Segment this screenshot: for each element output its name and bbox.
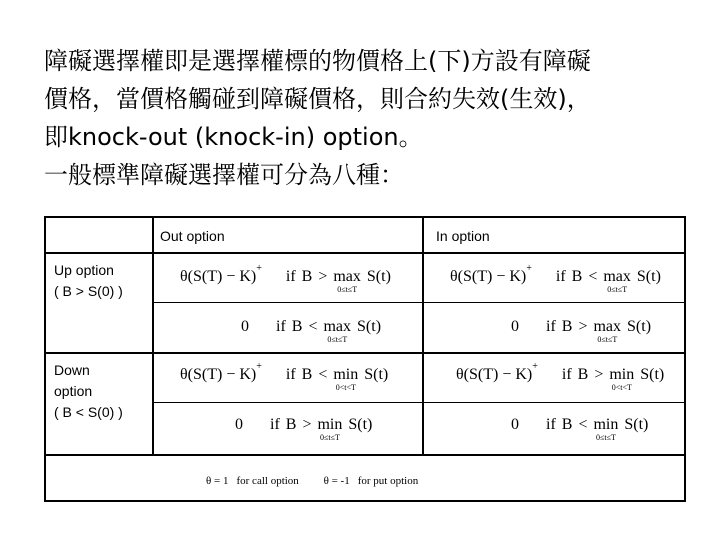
formula-up-out-payoff [180,263,391,294]
max-operator: max 0≤t≤T [603,268,631,294]
if-label: if [546,416,556,433]
comparison-operator: < [588,268,598,285]
table-divider [152,218,154,454]
formula-up-out-zero [238,318,381,344]
zero-payoff: 0 [511,416,519,433]
table-divider [46,454,684,456]
comparison-operator: > [318,268,328,285]
if-label: if [546,318,556,335]
max-operator: max 0≤t≤T [593,318,622,344]
barrier-symbol: B [571,268,583,285]
theta-put-value: θ = -1 [323,475,350,487]
min-operator: min 0≤t≤T [317,416,343,442]
formula-down-out-zero [232,416,372,442]
price-path: S(t) [636,268,661,285]
row-label-line: Down [54,362,90,378]
price-path: S(t) [348,416,373,433]
if-label: if [276,318,286,335]
formula-up-in-zero [508,318,651,344]
row-label-line: option [54,383,93,399]
barrier-symbol: B [561,416,573,433]
comparison-operator: > [594,366,604,383]
price-path: S(t) [366,268,391,285]
barrier-symbol: B [561,318,573,335]
formula-down-out-payoff [180,361,389,392]
table-divider [152,402,684,403]
if-label: if [270,416,280,433]
formula-down-in-payoff [456,361,665,392]
max-operator: max 0≤t≤T [333,268,361,294]
zero-payoff: 0 [511,318,519,335]
comparison-operator: < [318,366,328,383]
theta-call-value: θ = 1 [206,475,229,487]
payoff-expression: θ(S(T) − K) + [456,361,538,383]
row-label-line: Up option [54,262,114,278]
price-path: S(t) [364,366,389,383]
zero-payoff: 0 [235,416,243,433]
intro-text [44,46,694,198]
price-path: S(t) [357,318,382,335]
formula-down-in-zero [508,416,648,442]
theta-call-label: for call option [236,475,299,487]
barrier-symbol: B [291,318,303,335]
payoff-expression: θ(S(T) − K) + [450,263,532,285]
if-label: if [285,268,296,285]
comparison-operator: > [578,318,588,335]
barrier-symbol: B [577,366,589,383]
theta-put-label: for put option [357,475,419,487]
if-label: if [561,366,572,383]
payoff-expression: θ(S(T) − K) + [180,361,262,383]
price-path: S(t) [624,416,649,433]
comparison-operator: > [302,416,312,433]
table-divider [422,218,424,454]
comparison-operator: < [308,318,318,335]
barrier-option-table [44,216,686,502]
column-header-out-option: Out option [160,228,225,244]
if-label: if [555,268,566,285]
row-label-line: ( B < S(0) ) [54,404,123,420]
min-operator: min 0≤t≤T [593,416,619,442]
row-label-up-option [54,260,123,302]
formula-up-in-payoff [450,263,661,294]
table-divider [46,252,684,254]
theta-note [206,475,426,487]
comparison-operator: < [578,416,588,433]
price-path: S(t) [640,366,665,383]
barrier-symbol: B [301,268,313,285]
zero-payoff: 0 [241,318,249,335]
column-header-in-option: In option [436,228,490,244]
intro-line-2: 價格，當價格觸碰到障礙價格，則合約失效(生效)， [44,85,591,113]
min-operator: min 0<t<T [609,366,635,392]
intro-line-4: 一般標準障礙選擇權可分為八種： [44,161,404,189]
barrier-symbol: B [285,416,297,433]
intro-line-1: 障礙選擇權即是選擇權標的物價格上(下)方設有障礙 [44,47,591,75]
row-label-down-option [54,360,123,423]
table-divider [46,352,684,354]
row-label-line: ( B > S(0) ) [54,283,123,299]
price-path: S(t) [627,318,652,335]
max-operator: max 0≤t≤T [323,318,352,344]
table-divider [152,302,684,303]
payoff-expression: θ(S(T) − K) + [180,263,262,285]
if-label: if [285,366,296,383]
intro-line-3: 即knock-out (knock-in) option。 [44,123,423,151]
min-operator: min 0<t<T [333,366,359,392]
barrier-symbol: B [301,366,313,383]
